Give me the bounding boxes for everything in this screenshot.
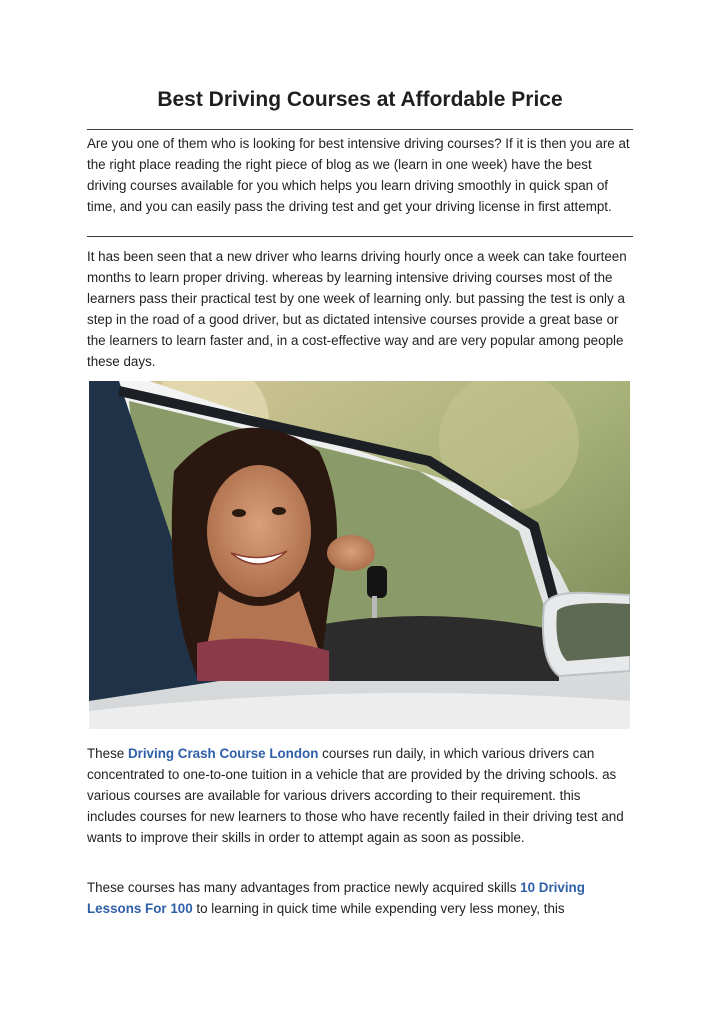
divider-top bbox=[87, 129, 633, 130]
intro-paragraph: Are you one of them who is looking for best intensive driving courses? If it is then you are at the right place reading the right piece of blog as we (learn in one week) have the best driving courses available for you which helps you learn driving smoothly in quick span of time, and you can easily pass the driving test and get your driving license in first attempt. bbox=[87, 136, 630, 214]
para3-text-after: courses run daily, in which various drivers can concentrated to one-to-one tuition in a vehicle that are provided by the driving schools. as various courses are available for various drivers according to their requirement. this includes courses for new learners to those who have recently failed in their driving test and wants to improve their skills in order to attempt again as soon as possible. bbox=[87, 746, 624, 845]
para4-text-after: to learning in quick time while expending very less money, this bbox=[192, 901, 565, 916]
body-paragraph-2: It has been seen that a new driver who learns driving hourly once a week can take fourteen months to learn proper driving. whereas by learning intensive driving courses most of the learners pass their practical test by one week of learning only. but passing the test is only a step in the road of a good driver, but as dictated intensive courses provide a great base or the learners to learn faster and, in a cost-effective way and are very popular among people these days. bbox=[87, 249, 627, 369]
para4-text-before: These courses has many advantages from practice newly acquired skills bbox=[87, 880, 521, 895]
woman-in-car-photo bbox=[89, 381, 630, 729]
body-paragraph-3 bbox=[87, 743, 633, 848]
page-title: Best Driving Courses at Affordable Price bbox=[157, 88, 563, 111]
body-paragraph-4 bbox=[87, 877, 633, 919]
ten-driving-lessons-link[interactable]: 10 Driving Lessons For 100 bbox=[87, 880, 585, 916]
driving-crash-course-link[interactable]: Driving Crash Course London bbox=[127, 746, 319, 761]
para3-text-before: These bbox=[87, 746, 128, 761]
divider-bottom bbox=[87, 236, 633, 237]
